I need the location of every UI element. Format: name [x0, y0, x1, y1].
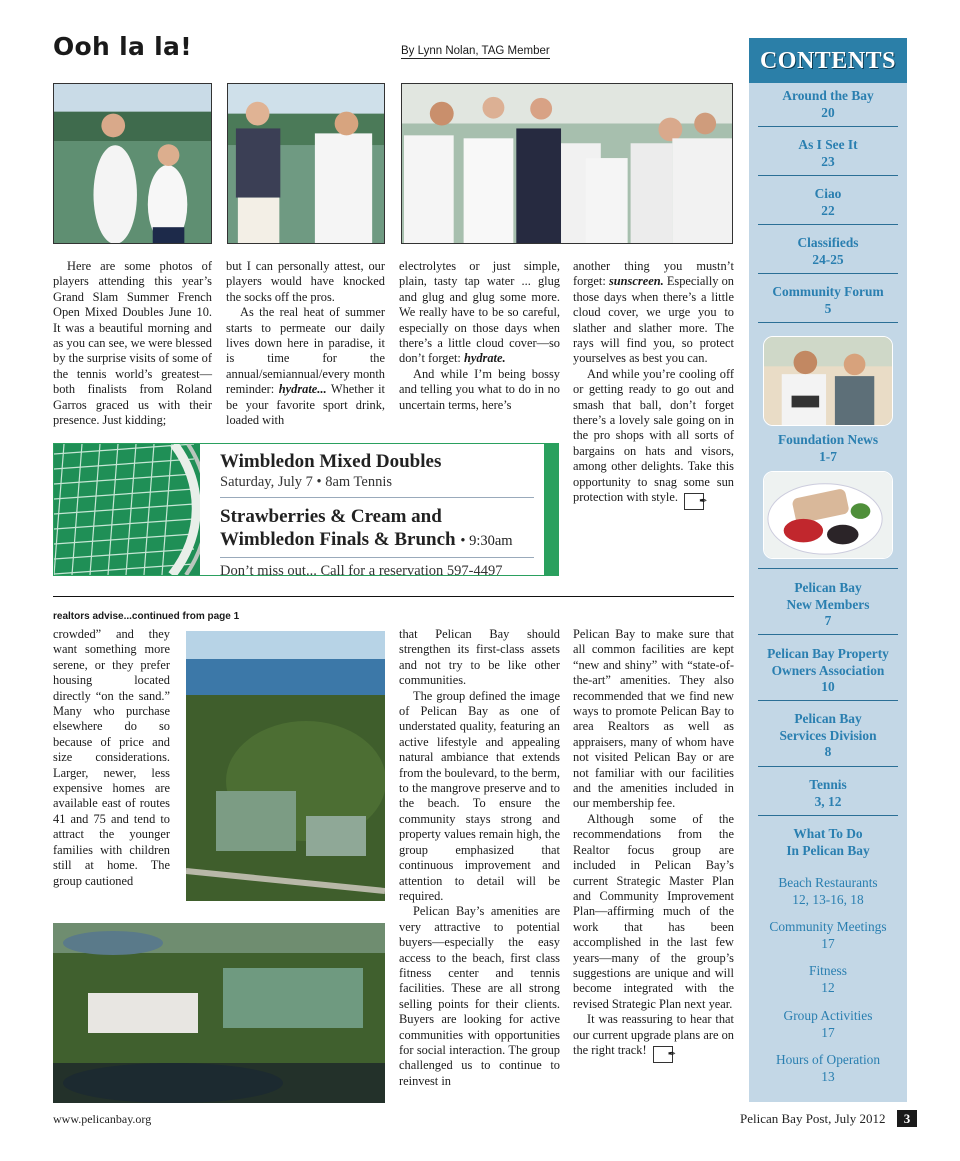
second-article-paragraph: Pelican Bay to make sure that all common facilities are kept “new and shiny” with “state-of-the-art” amenities. They also recommended that we find new ways to promote Pelican Bay to area Realtors as well as appraisers, many of whom have not visited Pelican Bay or are not familiar with our facilities and the amenities included in our membership fee. [573, 627, 734, 811]
toc-item-community-forum[interactable]: Community Forum 5 [772, 284, 884, 316]
toc-item-hours-of-operation[interactable]: Hours of Operation 13 [775, 1052, 881, 1084]
toc-separator [758, 126, 898, 127]
toc-heading-what-to-do[interactable]: What To Do In Pelican Bay [786, 826, 870, 858]
top-article-paragraph: but I can personally attest, our players would have knocked the socks off the pros. [226, 259, 385, 304]
toc-item-group-activities[interactable]: Group Activities 17 [783, 1008, 873, 1040]
toc-item-around-the-bay[interactable]: Around the Bay 20 [782, 88, 874, 120]
second-article-paragraph: that Pelican Bay should strengthen its first-class assets and not try to be like other communities. [399, 627, 560, 688]
ad-reservation-cta: Don’t miss out... Call for a reservation 597-4497 [220, 557, 534, 576]
ad-title-mixed-doubles: Wimbledon Mixed Doubles [220, 451, 442, 472]
toc-item-beach-restaurants[interactable]: Beach Restaurants 12, 13-16, 18 [778, 875, 878, 907]
toc-item-community-meetings[interactable]: Community Meetings 17 [769, 919, 887, 951]
second-article-col-4 [573, 627, 734, 1063]
toc-item-ciao[interactable]: Ciao 22 [814, 186, 842, 218]
top-article-paragraph: Here are some photos of players attending this year’s Grand Slam Summer French Open Mixed Doubles June 10. It was a beautiful morning and as you can see, we were blessed by the surprise visits of some of the tennis world’s greatest—both finalists from Roland Garros graced us with their presence. Just kidding; [53, 259, 212, 428]
toc-item-services-division[interactable]: Pelican Bay Services Division 8 [779, 711, 877, 759]
continued-kicker: realtors advise...continued from page 1 [53, 611, 240, 622]
end-of-article-pelican-icon: ✒ [653, 1046, 673, 1063]
footer-issue-label: Pelican Bay Post, July 2012 [740, 1111, 886, 1126]
tennis-racket-icon [54, 444, 200, 575]
top-article-paragraph: another thing you mustn’t forget: sunscreen. Especially on those days when there’s a little cloud cover, we urge you to slather and slather more. The rays will find you, so protect yourselves as best you can. [573, 259, 734, 366]
sidebar-photo-couple [763, 336, 893, 426]
byline: By Lynn Nolan, TAG Member [401, 45, 550, 57]
top-article-col-3 [399, 259, 560, 413]
toc-item-new-members[interactable]: Pelican Bay New Members 7 [786, 580, 870, 628]
toc-separator [758, 568, 898, 569]
photo-group-of-players [401, 83, 733, 244]
toc-separator [758, 175, 898, 176]
sidebar-photo-food-plate [763, 471, 893, 559]
top-article-paragraph: As the real heat of summer starts to permeate our daily lives down here in paradise, it is time for the annual/semiannual/every month reminder: hydrate... Whether it be your favorite sport drink, loaded with [226, 305, 386, 428]
contents-heading: CONTENTS [749, 38, 907, 83]
second-article-paragraph: It was reassuring to hear that our current upgrade plans are on the right track! ✒ [573, 1012, 734, 1063]
toc-item-as-i-see-it[interactable]: As I See It 23 [798, 137, 858, 169]
photo-two-women-tennis [53, 83, 212, 244]
page-title: Ooh la la! [53, 32, 192, 61]
page-number-badge: 3 [897, 1110, 917, 1127]
ad-title-brunch: Strawberries & Cream and Wimbledon Finals & Brunch • 9:30am [220, 506, 513, 550]
toc-separator [758, 224, 898, 225]
second-article-col-1 [53, 627, 170, 889]
top-article-paragraph: And while you’re cooling off or getting ready to go out and smash that ball, don’t forget there’s a lovely sale going on in the pro shops with all sorts of bargains on hats and visors, among other delights. Take this opportunity to snag some sun protection with style. ✒ [573, 367, 734, 510]
wimbledon-ad [53, 443, 559, 576]
toc-item-classifieds[interactable]: Classifieds 24-25 [797, 235, 859, 267]
photo-aerial-tennis-center [53, 923, 385, 1103]
toc-separator [758, 273, 898, 274]
photo-two-men-handshake [227, 83, 385, 244]
top-article-paragraph: And while I’m being bossy and telling you what to do in no uncertain terms, here’s [399, 366, 560, 412]
toc-item-fitness[interactable]: Fitness 12 [809, 963, 847, 995]
toc-item-tennis[interactable]: Tennis 3, 12 [809, 777, 847, 809]
toc-item-property-owners[interactable]: Pelican Bay Property Owners Association 10 [767, 646, 889, 694]
top-article-col-1 [53, 259, 212, 428]
footer-website-link[interactable]: www.pelicanbay.org [53, 1112, 152, 1126]
ad-subtitle-date: Saturday, July 7 • 8am Tennis [220, 474, 534, 498]
toc-separator [758, 322, 898, 323]
second-article-paragraph: crowded” and they want something more serene, or they prefer housing located directly “on the sand.” Many who purchase elsewhere do so because of price and size considerations. Larger, newer, less expensive homes are available east of routes 41 and 75 and tend to attract the younger families with children still at home. The group cautioned [53, 627, 170, 888]
section-divider [53, 596, 734, 597]
photo-aerial-coastline [186, 631, 385, 901]
second-article-paragraph: The group defined the image of Pelican Bay as one of understated quality, featuring an active lifestyle and appealing natural ambiance that extends from the boulevard, to the berm, to the mangrove preserve and to the beach. To ensure the community stays strong and property values remain high, the group emphasized that continuous improvement and attention to detail will be required. [399, 688, 560, 903]
top-article-paragraph: electrolytes or just simple, plain, tasty tap water ... glug and glug and glug some more. We really have to be so careful, especially on those days when there’s a little cloud cover—so don’t forget: hydrate. [399, 259, 560, 366]
toc-separator [758, 700, 898, 701]
toc-separator [758, 815, 898, 816]
contents-sidebar [749, 38, 907, 1102]
top-article-col-2 [226, 259, 385, 428]
ad-accent-bar [544, 444, 558, 575]
second-article-paragraph: Pelican Bay’s amenities are very attractive to potential buyers—especially the easy access to the beach, first class fitness center and tennis facilities. These are all strong selling points for their clients. Buyers are looking for active communities with opportunities for social interaction. The group challenged us to continue to reinvest in [399, 904, 560, 1088]
top-article-col-4 [573, 259, 734, 510]
second-article-paragraph: Although some of the recommendations from the Realtor focus group are included in Pelican Bay’s current Strategic Master Plan and Community Improvement Plan—affirming much of the work that has been accomplished in the last few years—many of the group’s suggestions are unique and will become integrated with the revised Strategic Plan next year. [573, 811, 734, 1011]
second-article-col-3 [399, 627, 560, 1089]
toc-item-foundation-news[interactable]: Foundation News 1-7 [777, 432, 879, 464]
end-of-article-pelican-icon: ✒ [684, 493, 704, 510]
toc-separator [758, 634, 898, 635]
toc-separator [758, 766, 898, 767]
